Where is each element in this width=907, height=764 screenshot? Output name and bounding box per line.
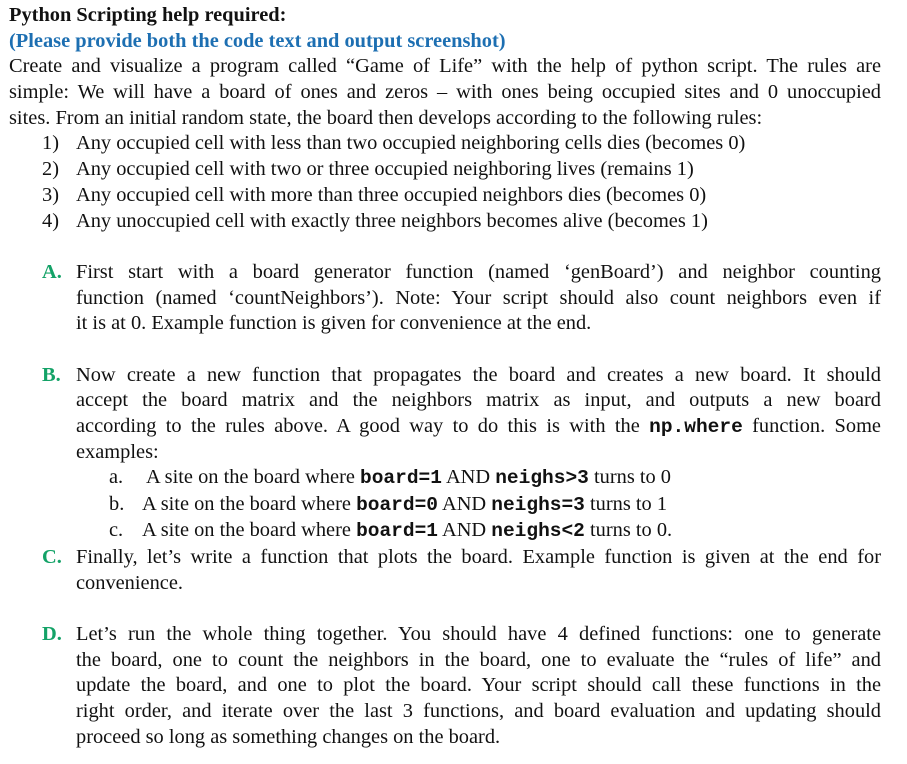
section-line: Let’s run the whole thing together. You should have 4 defined functions: one to generate (76, 622, 881, 645)
rule-item (9, 209, 881, 235)
text: turns to 0 (593, 466, 672, 489)
rule-text: Any occupied cell with less than two occupied neighboring cells dies (becomes 0) (76, 132, 746, 155)
rule-number: 2) (42, 158, 59, 181)
rule-text: Any occupied cell with two or three occupied neighboring lives (remains 1) (76, 158, 694, 181)
section-letter: D. (42, 622, 62, 645)
section-line: examples: (76, 440, 159, 463)
rule-number: 3) (42, 183, 59, 206)
code: board=1 (360, 467, 442, 490)
text: AND (441, 492, 487, 515)
text: A site on the board where (142, 519, 351, 542)
text: A site on the board where (142, 492, 351, 515)
rule-number: 4) (42, 209, 59, 232)
code: board=1 (356, 520, 438, 543)
section-line: right order, and iterate over the last 3 functions, and board evaluation and updating should (76, 700, 881, 722)
section-d (9, 622, 881, 750)
rule-item (9, 157, 881, 183)
subtitle: (Please provide both the code text and output screenshot) (9, 29, 506, 52)
intro-line: simple: We will have a board of ones and zeros – with ones being occupied sites and 0 unoccupied (9, 81, 881, 104)
section-letter: A. (42, 260, 62, 283)
section-line: function (named ‘countNeighbors’). Note: Your script should also count neighbors even if (76, 286, 881, 309)
section-line: accept the board matrix and the neighbors matrix as input, and outputs a new board (76, 389, 881, 412)
example-letter: a. (109, 466, 124, 489)
code-np-where: np.where (649, 416, 743, 438)
text: A site on the board where (142, 466, 355, 489)
section-line: proceed so long as something changes on the board. (76, 725, 501, 748)
text: AND (445, 466, 491, 489)
section-line (76, 414, 881, 440)
section-line: First start with a board generator function (named ‘genBoard’) and neighbor counting (76, 260, 881, 283)
title: Python Scripting help required: (9, 4, 287, 26)
rule-item (9, 183, 881, 209)
text: turns to 0. (590, 519, 673, 542)
examples-list (9, 465, 881, 545)
section-letter: C. (42, 545, 62, 568)
code: board=0 (356, 493, 438, 516)
section-c (9, 545, 881, 596)
text: AND (441, 519, 487, 542)
text: function. Some (752, 415, 881, 437)
section-letter: B. (42, 363, 61, 386)
rule-number: 1) (42, 132, 59, 155)
example-item (109, 465, 881, 492)
example-item (109, 518, 881, 545)
rule-item (9, 131, 881, 157)
code: neighs<2 (491, 520, 585, 543)
section-b (9, 363, 881, 466)
section-a (9, 260, 881, 337)
intro-line: Create and visualize a program called “Game of Life” with the help of python script. The rules are (9, 55, 881, 78)
section-line: it is at 0. Example function is given for convenience at the end. (76, 312, 592, 335)
section-line: update the board, and one to plot the board. Your script should call these functions in the (76, 674, 881, 697)
section-line: the board, one to count the neighbors in the board, one to evaluate the “rules of life” and (76, 648, 881, 671)
code: neighs=3 (491, 493, 585, 516)
example-letter: c. (109, 519, 124, 542)
rule-text: Any occupied cell with more than three occupied neighbors dies (becomes 0) (76, 183, 707, 206)
intro-line: sites. From an initial random state, the board then develops according to the following rules: (9, 106, 763, 129)
section-line: Now create a new function that propagates the board and creates a new board. It should (76, 363, 881, 386)
rule-text: Any unoccupied cell with exactly three neighbors becomes alive (becomes 1) (76, 209, 708, 232)
example-letter: b. (109, 492, 125, 515)
code: neighs>3 (495, 467, 589, 490)
section-line: convenience. (76, 571, 183, 594)
text: according to the rules above. A good way to do this is with the (76, 415, 640, 437)
example-item (109, 492, 881, 519)
section-line: Finally, let’s write a function that plots the board. Example function is given at the end for (76, 545, 881, 568)
text: turns to 1 (590, 492, 668, 515)
